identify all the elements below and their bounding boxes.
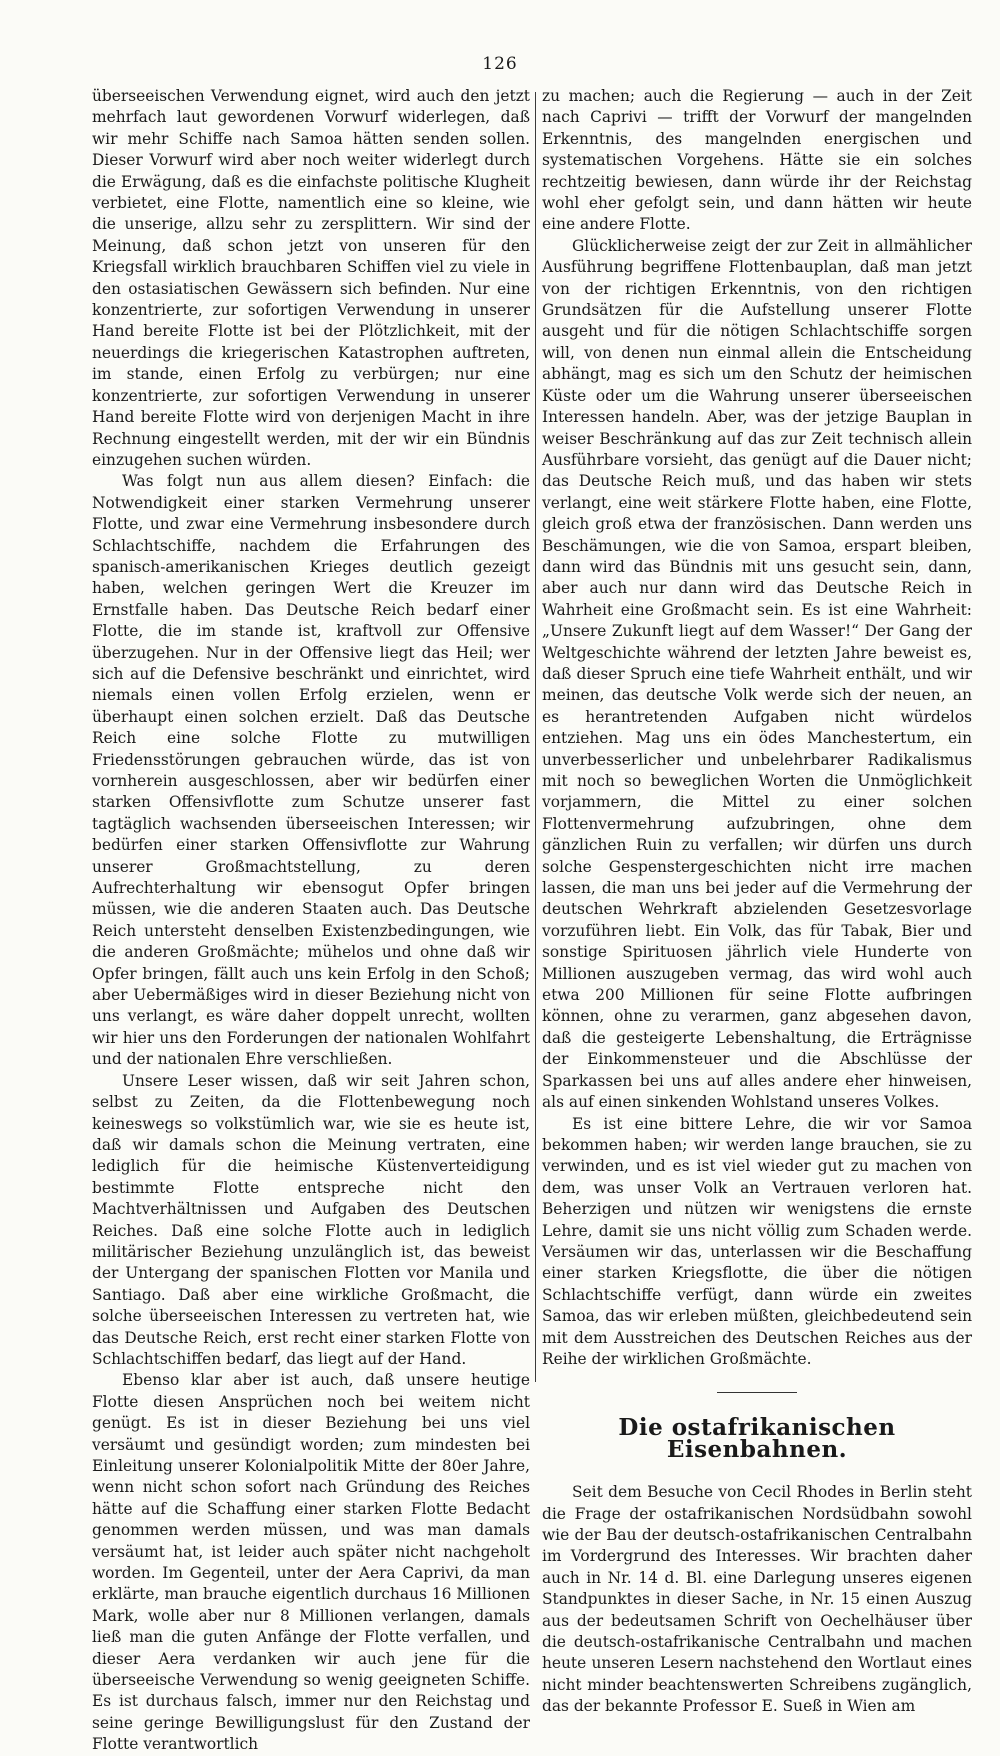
article-paragraph: Seit dem Besuche von Cecil Rhodes in Berlin steht die Frage der ostafrikanischen Nordsüdbahn sowohl wie der Bau der deutsch-ostafrikanischen Centralbahn im Vordergrund des Interesses. Wir brachten daher auch in Nr. 14 d. Bl. eine Darlegung unseres eigenen Standpunktes in dieser Sache, in Nr. 15 einen Auszug aus der bedeutsamen Schrift von Oechelhäuser über die deutsch-ostafrikanische Centralbahn und machen heute unseren Lesern nachstehend den Wortlaut eines nicht minder beachtenswerten Schreibens zugänglich, das der bekannte Professor E. Sueß in Wien am: [542, 1483, 972, 1716]
section-separator: [717, 1392, 797, 1393]
column-divider: [535, 92, 536, 1382]
left-column: [92, 86, 530, 1756]
left-paragraph-4: Ebenso klar aber ist auch, daß unsere heutige Flotte diesen Ansprüchen noch bei weitem nicht genügt. Es ist in dieser Beziehung bei uns viel versäumt und gesündigt worden; zum mindesten bei Einleitung unserer Kolonialpolitik Mitte der 80er Jahre, wenn nicht schon sofort nach Gründung des Reiches hätte auf die Schaffung einer starken Flotte Bedacht genommen werden müssen, und was man damals versäumt hat, ist leider auch später nicht nachgeholt worden. Im Gegenteil, unter der Aera Caprivi, da man erklärte, man brauche eigentlich durchaus 16 Millionen Mark, wolle aber nur 8 Millionen verlangen, damals ließ man die guten Anfänge der Flotte verfallen, und dieser Aera verdanken wir auch jene für die überseeische Verwendung so wenig geeigneten Schiffe. Es ist durchaus falsch, immer nur den Reichstag und seine geringe Bewilligungslust für den Zustand der Flotte verantwortlich: [92, 1371, 530, 1754]
right-paragraph-3: Es ist eine bittere Lehre, die wir vor Samoa bekommen haben; wir werden lange brauchen, sie zu verwinden, und es ist viel wieder gut zu machen von dem, was unser Volk an Vertrauen verloren hat. Beherzigen und nützen wir wenigstens die ernste Lehre, damit sie uns nicht völlig zum Schaden werde. Versäumen wir das, unterlassen wir die Beschaffung einer starken Kriegsflotte, die über die nötigen Schlachtschiffe verfügt, dann würde ein zweites Samoa, das wir erleben müßten, gleichbedeutend sein mit dem Ausstreichen des Deutschen Reiches aus der Reihe der wirklichen Großmächte.: [542, 1114, 972, 1368]
left-paragraph-2: Was folgt nun aus allem diesen? Einfach: die Notwendigkeit einer starken Vermehrung unserer Flotte, und zwar eine Vermehrung insbesondere durch Schlachtschiffe, nachdem die Erfahrungen des spanisch-amerikanischen Krieges deutlich gezeigt haben, welchen geringen Wert die Kreuzer im Ernstfalle haben. Das Deutsche Reich bedarf einer Flotte, die im stande ist, kraftvoll zur Offensive überzugehen. Nur in der Offensive liegt das Heil; wer sich auf die Defensive beschränkt und einrichtet, wird niemals einen vollen Erfolg erzielen, wenn er überhaupt einen solchen erzielt. Daß das Deutsche Reich eine solche Flotte zu mutwilligen Friedensstörungen gebrauchen würde, das ist von vornherein ausgeschlossen, aber wir bedürfen einer starken Offensivflotte zum Schutze unserer fast tagtäglich wachsenden überseeischen Interessen; wir bedürfen einer starken Offensivflotte zur Wahrung unserer Großmachtstellung, zu deren Aufrechterhaltung wir ebensogut Opfer bringen müssen, wie die anderen Staaten auch. Das Deutsche Reich untersteht denselben Existenzbedingungen, wie die anderen Großmächte; mühelos und ohne daß wir Opfer bringen, fällt auch uns kein Erfolg in den Schoß; aber Uebermäßiges wird in dieser Beziehung nicht von uns verlangt, es wäre daher doppelt unrecht, wollten wir hier uns den Forderungen der nationalen Wohlfahrt und der nationalen Ehre verschließen.: [92, 472, 530, 1069]
left-paragraph-1: überseeischen Verwendung eignet, wird auch den jetzt mehrfach laut gewordenen Vorwurf widerlegen, daß wir mehr Schiffe nach Samoa hätten senden sollen. Dieser Vorwurf wird aber noch weiter widerlegt durch die Erwägung, daß es die einfachste politische Klugheit verbietet, eine Flotte, namentlich eine so kleine, wie die unserige, allzu sehr zu zersplittern. Wir sind der Meinung, daß schon jetzt von unseren für den Kriegsfall wirklich brauchbaren Schiffen viel zu viele in den ostasiatischen Gewässern sich befinden. Nur eine konzentrierte, zur sofortigen Verwendung in unserer Hand bereite Flotte ist bei der Plötzlichkeit, mit der neuerdings die kriegerischen Katastrophen auftreten, im stande, einen Erfolg zu verbürgen; nur eine konzentrierte, zur sofortigen Verwendung in unserer Hand bereite Flotte wird von derjenigen Macht in ihre Rechnung eingestellt werden, mit der wir ein Bündnis einzugehen suchen würden.: [92, 87, 530, 469]
right-column: [542, 86, 972, 1718]
page-number: 126: [482, 54, 518, 74]
right-paragraph-1: zu machen; auch die Regierung — auch in der Zeit nach Caprivi — trifft der Vorwurf der mangelnden Erkenntnis, des mangelnden energischen und systematischen Vorgehens. Hätte sie ein solches rechtzeitig bewiesen, dann würde ihr der Reichstag wohl eher gefolgt sein, und dann hätten wir heute eine andere Flotte.: [542, 87, 972, 234]
article-title: Die ostafrikanischen Eisenbahnen.: [618, 1414, 896, 1463]
right-paragraph-2: Glücklicherweise zeigt der zur Zeit in allmählicher Ausführung begriffene Flottenbauplan, daß man jetzt von der richtigen Erkenntnis, von den richtigen Grundsätzen für die Aufstellung unserer Flotte ausgeht und für die nötigen Schlachtschiffe sorgen will, von denen nun einmal allein die Entscheidung abhängt, mag es sich um den Schutz der heimischen Küste oder um die Wahrung unserer überseeischen Interessen handeln. Aber, was der jetzige Bauplan in weiser Beschränkung auf das zur Zeit technisch allein Ausführbare vorsieht, das genügt auf die Dauer nicht; das Deutsche Reich muß, und das haben wir stets verlangt, eine weit stärkere Flotte haben, eine Flotte, gleich groß etwa der französischen. Dann werden uns Beschämungen, wie die von Samoa, erspart bleiben, dann wird das Bündnis mit uns gesucht sein, dann, aber auch nur dann wird das Deutsche Reich in Wahrheit eine Großmacht sein. Es ist eine Wahrheit: „Unsere Zukunft liegt auf dem Wasser!“ Der Gang der Weltgeschichte während der letzten Jahre beweist es, daß dieser Spruch eine tiefe Wahrheit enthält, und wir meinen, das deutsche Volk werde sich der neuen, an es herantretenden Aufgaben nicht würdelos entziehen. Mag uns ein ödes Manchestertum, ein unverbesserlicher und unbelehrbarer Radikalismus mit noch so beweglichen Worten die Unmöglichkeit vorjammern, die Mittel zu einer solchen Flottenvermehrung aufzubringen, ohne dem gänzlichen Ruin zu verfallen; wir dürfen uns durch solche Gespenstergeschichten nicht irre machen lassen, die man uns bei jeder auf die Vermehrung der deutschen Wehrkraft abzielenden Gesetzesvorlage vorzuführen liebt. Ein Volk, das für Tabak, Bier und sonstige Spirituosen jährlich viele Hunderte von Millionen auszugeben vermag, das wird wohl auch etwa 200 Millionen für seine Flotte aufbringen können, ohne zu verarmen, ganz abgesehen davon, daß die gesteigerte Lebenshaltung, die Erträgnisse der Einkommensteuer und die Abschlüsse der Sparkassen bei uns auf alles andere eher hinweisen, als auf einen sinkenden Wohlstand unseres Volkes.: [542, 236, 972, 1112]
left-paragraph-3: Unsere Leser wissen, daß wir seit Jahren schon, selbst zu Zeiten, da die Flottenbewegung noch keineswegs so volkstümlich war, wie sie es heute ist, daß wir damals schon die Meinung vertraten, eine lediglich für die heimische Küstenverteidigung bestimmte Flotte entspreche nicht den Machtverhältnissen und Aufgaben des Deutschen Reiches. Daß eine solche Flotte auch in lediglich militärischer Beziehung unzulänglich ist, das beweist der Untergang der spanischen Flotten vor Manila und Santiago. Daß aber eine wirkliche Großmacht, die solche überseeischen Interessen zu vertreten hat, wie das Deutsche Reich, erst recht einer starken Flotte von Schlachtschiffen bedarf, das liegt auf der Hand.: [92, 1071, 530, 1368]
